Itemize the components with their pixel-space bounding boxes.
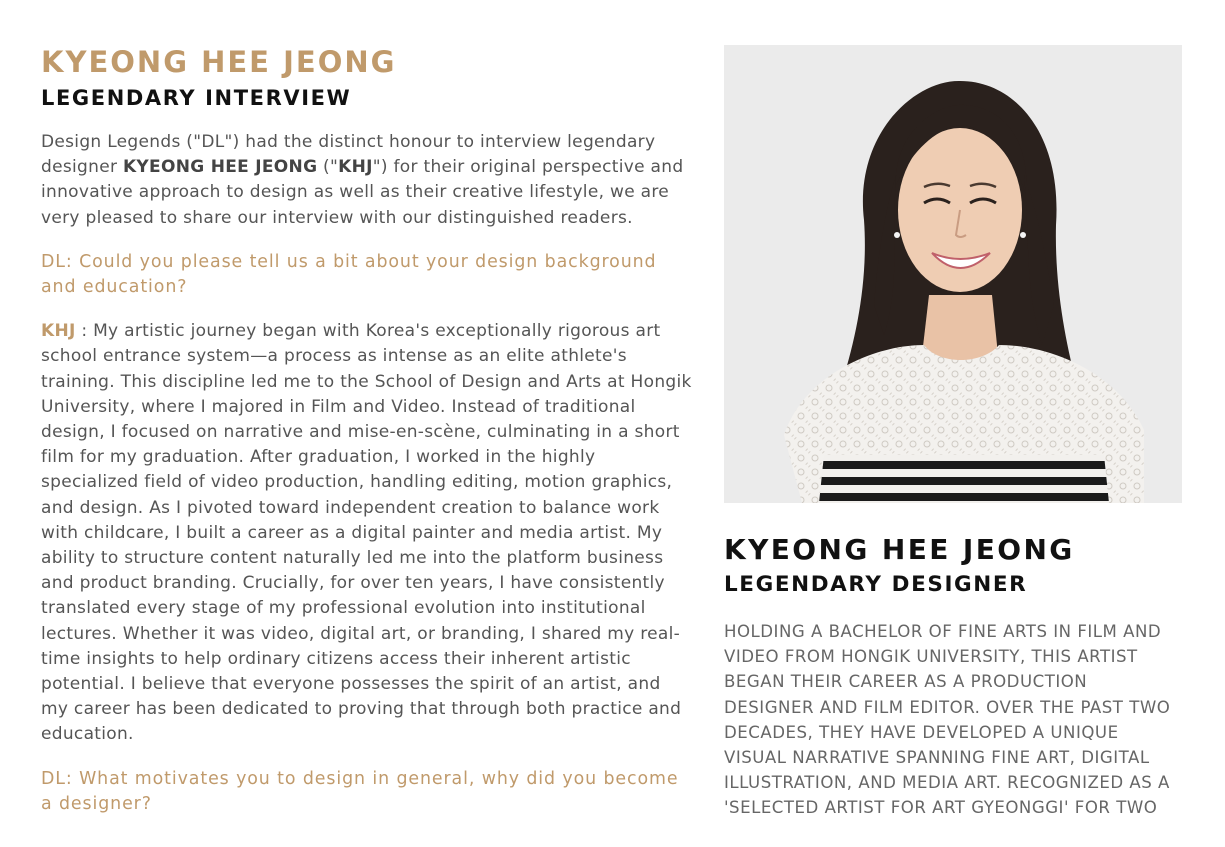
intro-text-start: Design Legends ("DL") had the distinct honour to interview legendary designer bbox=[41, 132, 656, 178]
portrait-photo bbox=[724, 45, 1182, 503]
intro-name-bold: KYEONG HEE JEONG bbox=[122, 157, 318, 178]
profile-role: LEGENDARY DESIGNER bbox=[724, 572, 1028, 597]
answer-1 bbox=[41, 319, 693, 747]
answer-speaker-label: KHJ bbox=[41, 321, 76, 342]
profile-column bbox=[724, 45, 1182, 821]
intro-text-mid: (" bbox=[317, 157, 339, 178]
profile-bio: HOLDING A BACHELOR OF FINE ARTS IN FILM AND VIDEO FROM HONGIK UNIVERSITY, THIS ARTIST BEGAN THEIR CAREER AS A PRODUCTION DESIGNER AND FILM EDITOR. OVER THE PAST TWO DECADES, THEY HAVE DEVELOPED A UNIQUE VISUAL NARRATIVE SPANNING FINE ART, DIGITAL ILLUSTRATION, AND MEDIA ART. RECOGNIZED AS A 'SELECTED ARTIST FOR ART GYEONGGI' FOR TWO bbox=[724, 622, 1171, 818]
question-1: DL: Could you please tell us a bit about your design background and education? bbox=[41, 251, 657, 298]
portrait-illustration bbox=[724, 45, 1182, 503]
interview-subtitle: LEGENDARY INTERVIEW bbox=[41, 86, 352, 110]
intro-text-end: ") for their original perspective and innovative approach to design as well as their creative lifestyle, we are very pleased to share our interview with our distinguished readers. bbox=[41, 157, 684, 228]
interview-name-heading: KYEONG HEE JEONG bbox=[41, 45, 397, 79]
intro-paragraph bbox=[41, 130, 693, 231]
question-2: DL: What motivates you to design in general, why did you become a designer? bbox=[41, 768, 679, 814]
answer-1-text: : My artistic journey began with Korea's exceptionally rigorous art school entrance system—a process as intense as an elite athlete's training. This discipline led me to the School of Design and Arts at Hongik University, where I majored in Film and Video. Instead of traditional design, I focused on narrative and mise-en-scène, culminating in a short film for my graduation. After graduation, I worked in the highly specialized field of video production, handling editing, motion graphics, and design. As I pivoted toward independent creation to balance work with childcare, I built a career as a digital painter and media artist. My ability to structure content naturally led me into the platform business and product branding. Crucially, for over ten years, I have consistently translated every stage of my professional evolution into institutional lectures. Whether it was video, digital art, or branding, I shared my real-time insights to help ordinary citizens access their inherent artistic potential. I believe that everyone possesses the spirit of an artist, and my career has been dedicated to proving that through both practice and education. bbox=[41, 321, 692, 745]
intro-abbr-bold: KHJ bbox=[338, 157, 373, 178]
profile-name: KYEONG HEE JEONG bbox=[724, 533, 1075, 566]
interview-column bbox=[41, 44, 693, 817]
